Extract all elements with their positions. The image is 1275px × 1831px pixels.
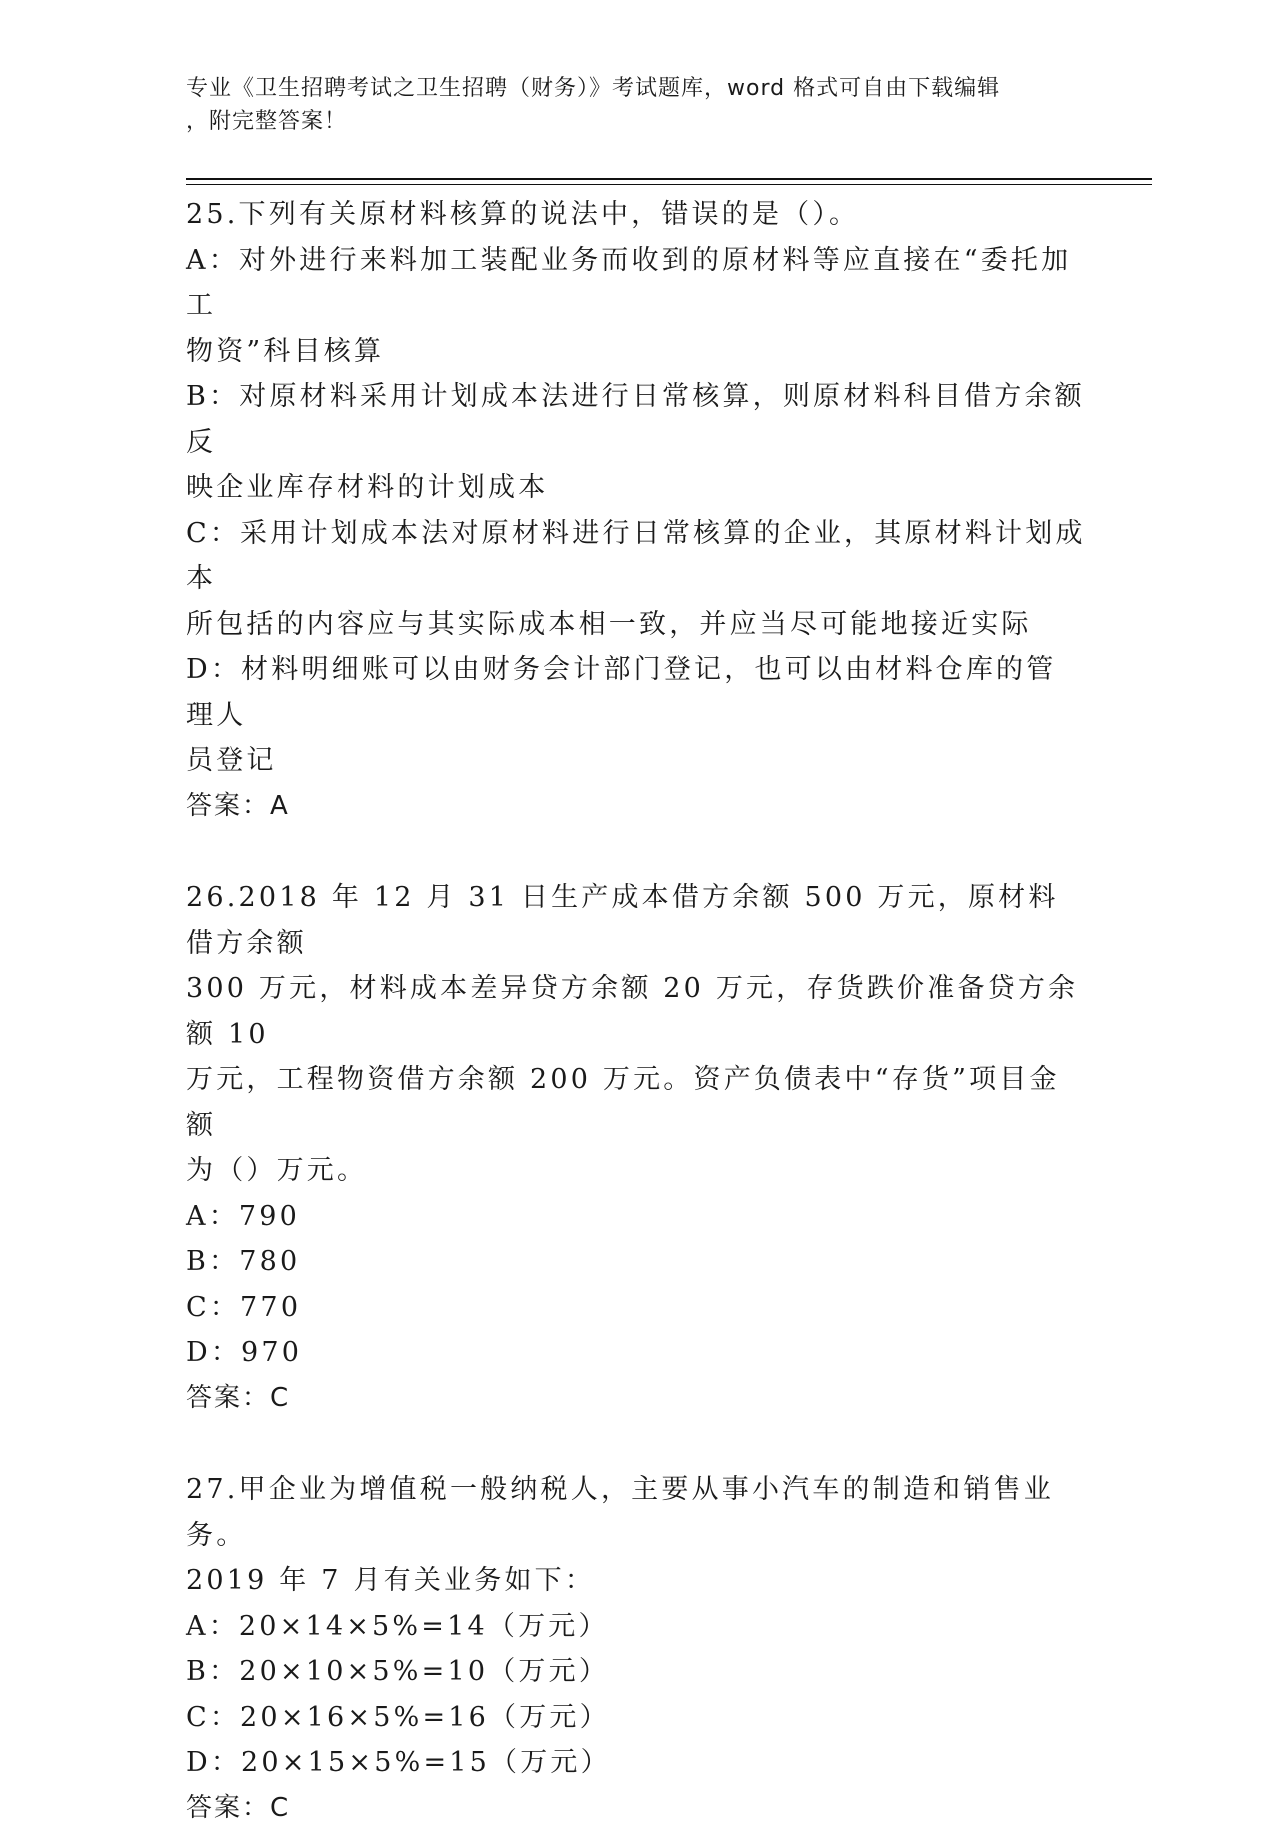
option-d: D：20×15×5%=15（万元） <box>186 1740 1086 1786</box>
option-text: 映企业库存材料的计划成本 <box>186 465 1086 511</box>
question-stem: 为（）万元。 <box>186 1148 1086 1194</box>
answer-label: 答案：C <box>186 1786 1086 1831</box>
question-25 <box>186 192 1086 829</box>
question-stem: 26.2018 年 12 月 31 日生产成本借方余额 500 万元，原材料借方余额 <box>186 875 1086 966</box>
header-title-line-1: 专业《卫生招聘考试之卫生招聘（财务）》考试题库，word 格式可自由下载编辑 <box>186 72 1066 105</box>
option-text: C：采用计划成本法对原材料进行日常核算的企业，其原材料计划成本 <box>186 511 1086 602</box>
question-stem: 27.甲企业为增值税一般纳税人，主要从事小汽车的制造和销售业务。 <box>186 1467 1086 1558</box>
question-stem: 2019 年 7 月有关业务如下： <box>186 1558 1086 1604</box>
option-a: A：790 <box>186 1194 1086 1240</box>
option-text: 物资”科目核算 <box>186 329 1086 375</box>
option-b: B：780 <box>186 1239 1086 1285</box>
option-a <box>186 238 1086 375</box>
question-27 <box>186 1467 1086 1831</box>
option-text: D：材料明细账可以由财务会计部门登记，也可以由材料仓库的管理人 <box>186 647 1086 738</box>
question-stem: 25.下列有关原材料核算的说法中，错误的是（）。 <box>186 192 1086 238</box>
option-text: B：对原材料采用计划成本法进行日常核算，则原材料科目借方余额反 <box>186 374 1086 465</box>
question-26 <box>186 875 1086 1421</box>
option-d <box>186 647 1086 784</box>
option-text: 所包括的内容应与其实际成本相一致，并应当尽可能地接近实际 <box>186 602 1086 648</box>
option-text: 员登记 <box>186 738 1086 784</box>
option-c <box>186 511 1086 648</box>
question-spacer <box>186 1421 1086 1467</box>
question-list <box>186 192 1086 1831</box>
question-spacer <box>186 829 1086 875</box>
option-d: D：970 <box>186 1330 1086 1376</box>
option-c: C：770 <box>186 1285 1086 1331</box>
document-header <box>186 72 1066 138</box>
option-b: B：20×10×5%=10（万元） <box>186 1649 1086 1695</box>
option-b <box>186 374 1086 511</box>
answer-label: 答案：C <box>186 1376 1086 1422</box>
answer-label: 答案：A <box>186 784 1086 830</box>
header-divider-thin <box>186 184 1152 185</box>
option-c: C：20×16×5%=16（万元） <box>186 1695 1086 1741</box>
option-a: A：20×14×5%=14（万元） <box>186 1604 1086 1650</box>
header-title-line-2: ，附完整答案！ <box>186 105 1066 138</box>
option-text: A：对外进行来料加工装配业务而收到的原材料等应直接在“委托加工 <box>186 238 1086 329</box>
question-stem: 万元，工程物资借方余额 200 万元。资产负债表中“存货”项目金额 <box>186 1057 1086 1148</box>
question-stem: 300 万元，材料成本差异贷方余额 20 万元，存货跌价准备贷方余额 10 <box>186 966 1086 1057</box>
header-divider-thick <box>186 178 1152 180</box>
